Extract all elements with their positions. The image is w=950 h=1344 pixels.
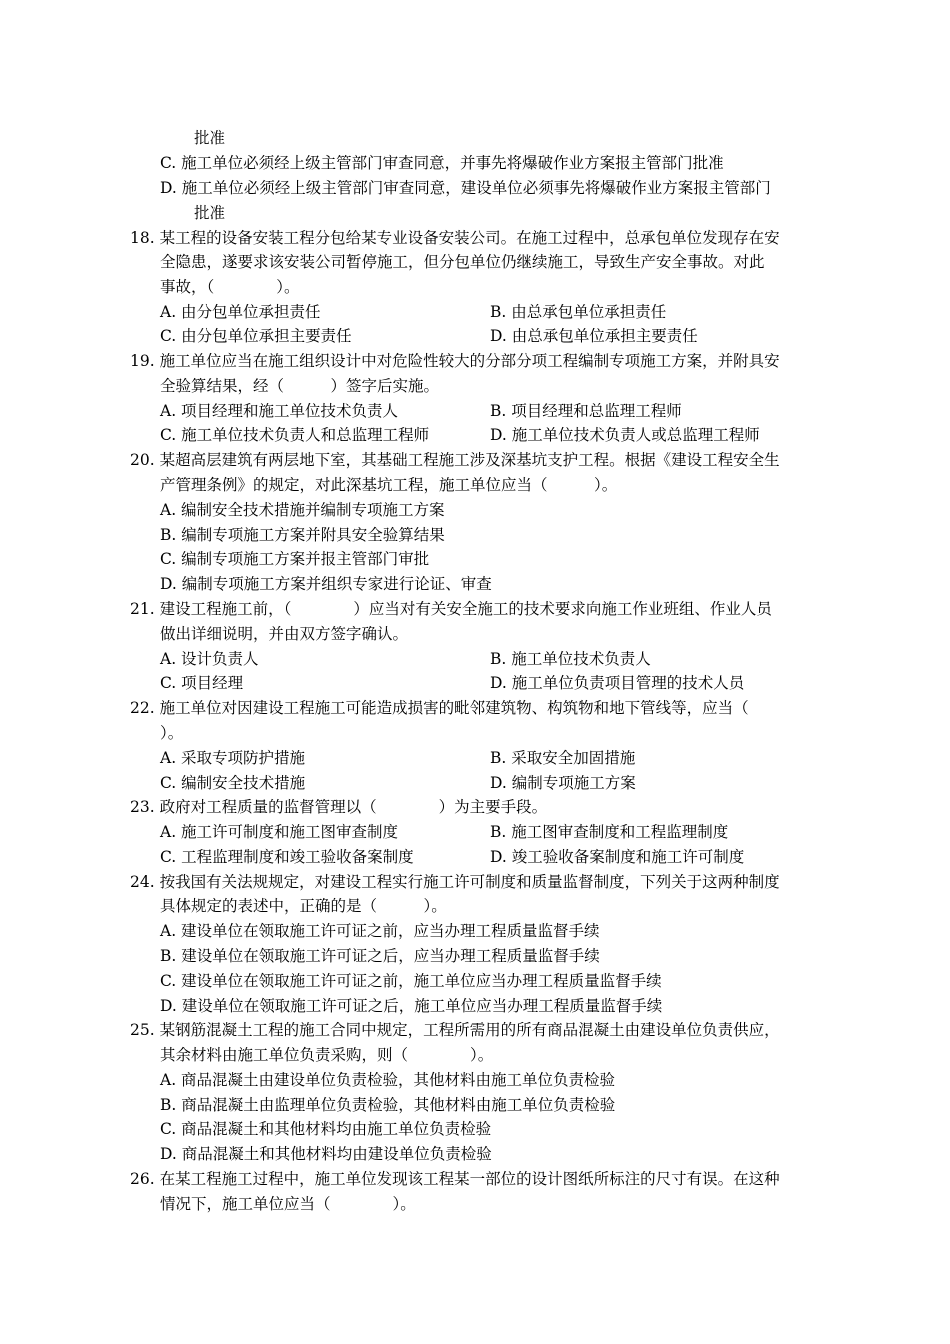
q23-option-c: C. 工程监理制度和竣工验收备案制度 <box>160 848 414 866</box>
q24-option-a: A. 建设单位在领取施工许可证之前，应当办理工程质量监督手续 <box>160 922 600 940</box>
option-d-continuation: 批准 <box>194 204 226 222</box>
q21-option-a: A. 设计负责人 <box>160 650 259 668</box>
q18-option-b: B. 由总承包单位承担责任 <box>490 303 667 321</box>
question-22-line-2: ）。 <box>160 724 184 742</box>
q23-option-a: A. 施工许可制度和施工图审查制度 <box>160 823 399 841</box>
question-25: 25. 某钢筋混凝土工程的施工合同中规定，工程所需用的所有商品混凝土由建设单位负责供应， <box>130 1021 780 1039</box>
question-22: 22. 施工单位对因建设工程施工可能造成损害的毗邻建筑物、构筑物和地下管线等，应当（ <box>130 699 749 717</box>
q21-option-c: C. 项目经理 <box>160 674 244 692</box>
q19-option-d: D. 施工单位技术负责人或总监理工程师 <box>490 426 760 444</box>
question-19: 19. 施工单位应当在施工组织设计中对危险性较大的分部分项工程编制专项施工方案，并附具安 <box>130 352 780 370</box>
question-26-line-2: 情况下，施工单位应当（ ）。 <box>160 1195 416 1213</box>
question-21: 21. 建设工程施工前，（ ）应当对有关安全施工的技术要求向施工作业班组、作业人员 <box>130 600 772 618</box>
q22-option-a: A. 采取专项防护措施 <box>160 749 306 767</box>
question-18: 18. 某工程的设备安装工程分包给某专业设备安装公司。在施工过程中，总承包单位发现存在安 <box>130 229 780 247</box>
q19-option-a: A. 项目经理和施工单位技术负责人 <box>160 402 399 420</box>
q25-option-c: C. 商品混凝土和其他材料均由施工单位负责检验 <box>160 1120 492 1138</box>
q25-option-b: B. 商品混凝土由监理单位负责检验，其他材料由施工单位负责检验 <box>160 1096 616 1114</box>
q21-option-b: B. 施工单位技术负责人 <box>490 650 651 668</box>
q22-option-d: D. 编制专项施工方案 <box>490 774 636 792</box>
question-19-line-2: 全验算结果，经（ ）签字后实施。 <box>160 377 440 395</box>
q20-option-c: C. 编制专项施工方案并报主管部门审批 <box>160 550 430 568</box>
q22-option-c: C. 编制安全技术措施 <box>160 774 306 792</box>
q24-option-c: C. 建设单位在领取施工许可证之前，施工单位应当办理工程质量监督手续 <box>160 972 662 990</box>
q20-option-a: A. 编制安全技术措施并编制专项施工方案 <box>160 501 445 519</box>
option-c: C. 施工单位必须经上级主管部门审查同意，并事先将爆破作业方案报主管部门批准 <box>160 154 724 172</box>
question-23: 23. 政府对工程质量的监督管理以（ ）为主要手段。 <box>130 798 548 816</box>
q23-option-d: D. 竣工验收备案制度和施工许可制度 <box>490 848 745 866</box>
option-b-continuation: 批准 <box>194 129 226 147</box>
q18-option-a: A. 由分包单位承担责任 <box>160 303 321 321</box>
q23-option-b: B. 施工图审查制度和工程监理制度 <box>490 823 729 841</box>
question-24-line-2: 具体规定的表述中，正确的是（ ）。 <box>160 897 447 915</box>
q21-option-d: D. 施工单位负责项目管理的技术人员 <box>490 674 745 692</box>
question-21-line-2: 做出详细说明，并由双方签字确认。 <box>160 625 409 643</box>
q24-option-b: B. 建设单位在领取施工许可证之后，应当办理工程质量监督手续 <box>160 947 600 965</box>
q24-option-d: D. 建设单位在领取施工许可证之后，施工单位应当办理工程质量监督手续 <box>160 997 663 1015</box>
question-18-line-3: 事故，（ ）。 <box>160 278 300 296</box>
q18-option-d: D. 由总承包单位承担主要责任 <box>490 327 698 345</box>
q20-option-d: D. 编制专项施工方案并组织专家进行论证、审查 <box>160 575 492 593</box>
q18-option-c: C. 由分包单位承担主要责任 <box>160 327 352 345</box>
question-20-line-2: 产管理条例》的规定，对此深基坑工程，施工单位应当（ ）。 <box>160 476 618 494</box>
question-25-line-2: 其余材料由施工单位负责采购，则（ ）。 <box>160 1046 494 1064</box>
q25-option-d: D. 商品混凝土和其他材料均由建设单位负责检验 <box>160 1145 492 1163</box>
q19-option-b: B. 项目经理和总监理工程师 <box>490 402 682 420</box>
option-d: D. 施工单位必须经上级主管部门审查同意，建设单位必须事先将爆破作业方案报主管部门 <box>160 179 771 197</box>
question-18-line-2: 全隐患，遂要求该安装公司暂停施工，但分包单位仍继续施工，导致生产安全事故。对此 <box>160 253 765 271</box>
q19-option-c: C. 施工单位技术负责人和总监理工程师 <box>160 426 430 444</box>
question-24: 24. 按我国有关法规规定，对建设工程实行施工许可制度和质量监督制度，下列关于这两种制度 <box>130 873 780 891</box>
q22-option-b: B. 采取安全加固措施 <box>490 749 636 767</box>
question-26: 26. 在某工程施工过程中，施工单位发现该工程某一部位的设计图纸所标注的尺寸有误。在这种 <box>130 1170 780 1188</box>
q20-option-b: B. 编制专项施工方案并附具安全验算结果 <box>160 526 445 544</box>
q25-option-a: A. 商品混凝土由建设单位负责检验，其他材料由施工单位负责检验 <box>160 1071 616 1089</box>
question-20: 20. 某超高层建筑有两层地下室，其基础工程施工涉及深基坑支护工程。根据《建设工程安全生 <box>130 451 780 469</box>
